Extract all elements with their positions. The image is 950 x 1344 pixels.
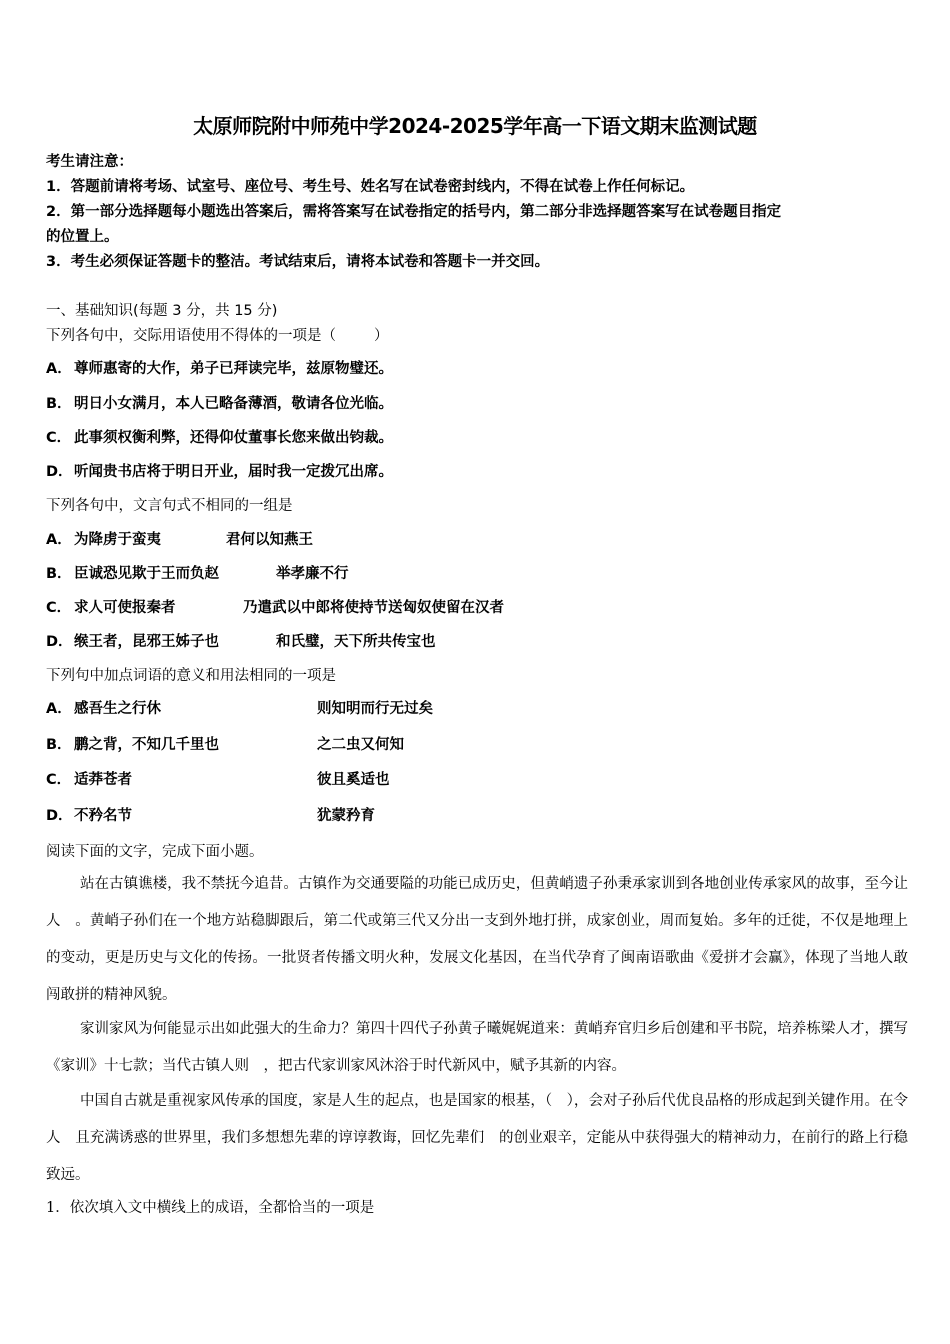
option-d: [46, 462, 393, 482]
option-left: 鹏之背，不知几千里也: [74, 737, 219, 753]
option-letter: C．: [46, 772, 72, 788]
option-left: 缑王者，昆邪王姊子也: [74, 634, 219, 650]
option-right: 君何以知燕王: [226, 532, 313, 548]
reading-question: 1．依次填入文中横线上的成语，全都恰当的一项是: [46, 1200, 375, 1216]
option-letter: B．: [46, 396, 72, 412]
option-text: 尊师惠寄的大作，弟子已拜读完毕，兹原物璧还。: [74, 361, 393, 377]
option-a: [46, 699, 161, 719]
option-text: 明日小女满月，本人已略备薄酒，敬请各位光临。: [74, 396, 393, 412]
page-title: 太原师院附中师苑中学2024-2025学年高一下语文期末监测试题: [193, 114, 757, 138]
option-b: [46, 735, 219, 755]
option-right: 犹蒙矜育: [317, 808, 375, 824]
option-a: [46, 359, 393, 379]
notice-item: 1．答题前请将考场、试室号、座位号、考生号、姓名写在试卷密封线内，不得在试卷上作任何标记。: [46, 179, 695, 195]
option-c: [46, 428, 393, 448]
notice-item: 2．第一部分选择题每小题选出答案后，需将答案写在试卷指定的括号内，第二部分非选择题答案写在试卷题目指定: [46, 204, 782, 220]
option-text: 听闻贵书店将于明日开业，届时我一定拨冗出席。: [74, 464, 393, 480]
option-b: [46, 564, 219, 584]
option-left: 为降虏于蛮夷: [74, 532, 161, 548]
option-letter: C．: [46, 430, 72, 446]
option-right: 之二虫又何知: [317, 737, 404, 753]
option-d: [46, 806, 132, 826]
notice-heading: 考生请注意：: [46, 154, 133, 170]
option-letter: A．: [46, 532, 72, 548]
option-d: [46, 632, 219, 652]
option-letter: D．: [46, 634, 73, 650]
option-left: 臣诚恐见欺于王而负赵: [74, 566, 219, 582]
question-stem: [46, 326, 389, 346]
section-heading: 一、基础知识(每题 3 分，共 15 分): [46, 303, 278, 319]
option-c: [46, 598, 176, 618]
option-letter: B．: [46, 737, 72, 753]
option-right: 则知明而行无过矣: [317, 701, 433, 717]
notice-item: 的位置上。: [46, 229, 119, 245]
option-a: [46, 530, 161, 550]
notice-item: 3．考生必须保证答题卡的整洁。考试结束后，请将本试卷和答题卡一并交回。: [46, 254, 550, 270]
option-letter: D．: [46, 464, 73, 480]
option-letter: A．: [46, 361, 72, 377]
reading-paragraph: 家训家风为何能显示出如此强大的生命力？第四十四代子孙黄子曦娓娓道来：黄峭弃官归乡后创建和平书院，培养栋梁人才，撰写《家训》十七款；当代古镇人则 ，把古代家训家风沐浴于时代新风中，赋予其新的内容。: [46, 1021, 908, 1074]
option-left: 适莽苍者: [74, 772, 132, 788]
reading-paragraph: 中国自古就是重视家风传承的国度，家是人生的起点，也是国家的根基，（ ），会对子孙后代优良品格的形成起到关键作用。在令人 且充满诱惑的世界里，我们多想想先辈的谆谆教诲，回忆先辈们 的创业艰辛，定能从中获得强大的精神动力，在前行的路上行稳致远。: [46, 1093, 908, 1183]
reading-intro: 阅读下面的文字，完成下面小题。: [46, 844, 264, 860]
question-stem-text: 下列各句中，交际用语使用不得体的一项是（: [46, 328, 336, 344]
option-c: [46, 770, 132, 790]
option-letter: B．: [46, 566, 72, 582]
option-text: 此事须权衡利弊，还得仰仗董事长您来做出钧裁。: [74, 430, 393, 446]
option-letter: D．: [46, 808, 73, 824]
question-stem: 下列句中加点词语的意义和用法相同的一项是: [46, 668, 336, 684]
option-b: [46, 394, 393, 414]
option-letter: A．: [46, 701, 72, 717]
option-left: 感吾生之行休: [74, 701, 161, 717]
option-left: 求人可使报秦者: [74, 600, 176, 616]
option-right: 彼且奚适也: [317, 772, 390, 788]
option-right: 举孝廉不行: [276, 566, 349, 582]
option-left: 不矜名节: [74, 808, 132, 824]
reading-paragraph: 站在古镇谯楼，我不禁抚今追昔。古镇作为交通要隘的功能已成历史，但黄峭遗子孙秉承家训到各地创业传承家风的故事，至今让人 。黄峭子孙们在一个地方站稳脚跟后，第二代或第三代又分出一支到外地打拼，成家创业，周而复始。多年的迁徙，不仅是地理上的变动，更是历史与文化的传扬。一批贤者传播文明火种，发展文化基因，在当代孕育了闽南语歌曲《爱拼才会赢》，体现了当地人敢闯敢拼的精神风貌。: [46, 876, 908, 1003]
option-right: 和氏璧，天下所共传宝也: [276, 634, 436, 650]
option-letter: C．: [46, 600, 72, 616]
question-stem-paren: ）: [374, 328, 389, 344]
option-right: 乃遣武以中郎将使持节送匈奴使留在汉者: [243, 600, 504, 616]
question-stem: 下列各句中，文言句式不相同的一组是: [46, 498, 293, 514]
